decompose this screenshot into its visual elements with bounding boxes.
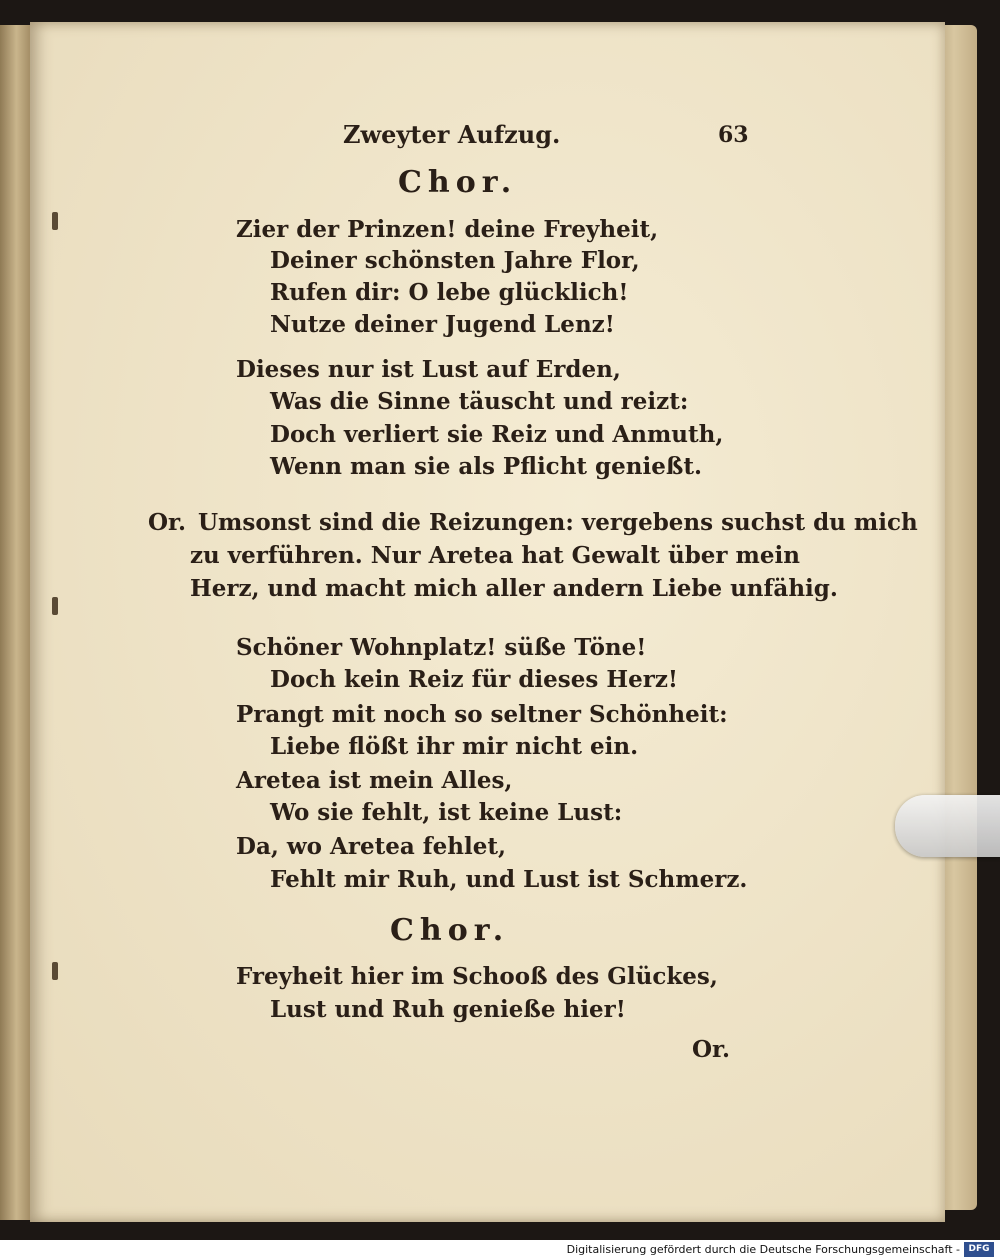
verse-line: Dieses nur ist Lust auf Erden, [236,356,621,383]
book-page [30,22,945,1222]
catchword: Or. [692,1036,731,1063]
scanner-clip [895,795,1000,857]
binding-stitch [52,962,58,980]
verse-line: Was die Sinne täuscht und reizt: [270,388,689,415]
speaker-label: Or. [148,509,187,536]
binding-stitch [52,212,58,230]
verse-line: Zier der Prinzen! deine Freyheit, [236,216,659,243]
prose-line: Umsonst sind die Reizungen: vergebens suchst du mich [198,509,918,536]
verse-line: Aretea ist mein Alles, [236,767,513,794]
prose-line: zu verführen. Nur Aretea hat Gewalt über mein [190,542,800,569]
verse-line: Liebe flößt ihr mir nicht ein. [270,733,639,760]
credit-text: Digitalisierung gefördert durch die Deutsche Forschungsgemeinschaft - [566,1243,960,1256]
binding-stitch [52,597,58,615]
verse-line: Deiner schönsten Jahre Flor, [270,247,640,274]
verse-line: Prangt mit noch so seltner Schönheit: [236,701,728,728]
left-page-edge [0,25,30,1220]
verse-line: Fehlt mir Ruh, und Lust ist Schmerz. [270,866,748,893]
verse-line: Rufen dir: O lebe glücklich! [270,279,629,306]
chorus-heading: Chor. [390,913,510,948]
verse-line: Wo sie fehlt, ist keine Lust: [270,799,623,826]
chorus-heading: Chor. [398,165,518,200]
verse-line: Da, wo Aretea fehlet, [236,833,507,860]
verse-line: Nutze deiner Jugend Lenz! [270,311,615,338]
verse-line: Doch kein Reiz für dieses Herz! [270,666,678,693]
verse-line: Lust und Ruh genieße hier! [270,996,626,1023]
prose-line: Herz, und macht mich aller andern Liebe unfähig. [190,575,838,602]
dfg-logo: DFG [964,1242,994,1257]
verse-line: Schöner Wohnplatz! süße Töne! [236,634,647,661]
verse-line: Wenn man sie als Pflicht genießt. [270,453,702,480]
verse-line: Freyheit hier im Schooß des Glückes, [236,963,718,990]
page-number: 63 [718,122,749,148]
digitization-credit [0,1240,1000,1259]
running-title: Zweyter Aufzug. [343,120,561,149]
verse-line: Doch verliert sie Reiz und Anmuth, [270,421,724,448]
